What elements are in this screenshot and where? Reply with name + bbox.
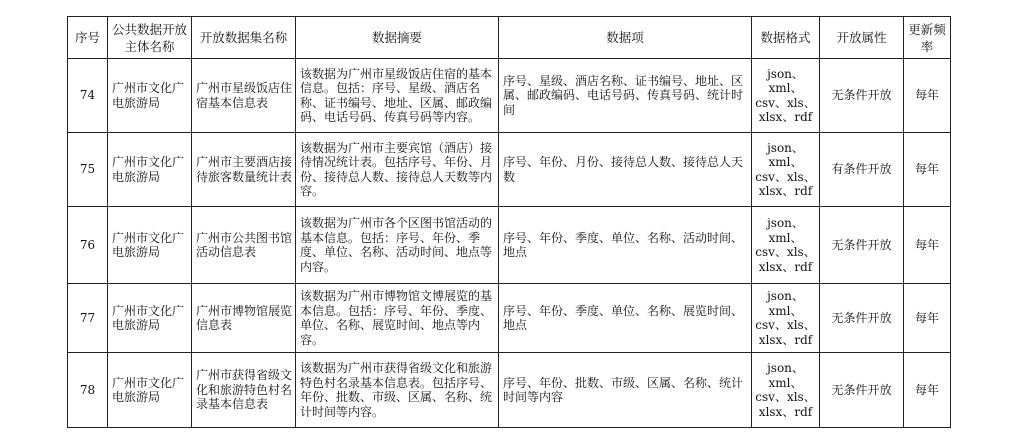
table-row xyxy=(68,284,951,353)
open-data-catalog-table xyxy=(67,16,951,428)
row-open-type: 无条件开放 xyxy=(820,59,904,133)
row-summary: 该数据为广州市各个区图书馆活动的基本信息。包括：序号、年份、季度、单位、名称、活动时间、地点等内容。 xyxy=(296,207,499,284)
header-format: 数据格式 xyxy=(752,17,820,59)
row-publisher: 广州市文化广电旅游局 xyxy=(108,353,192,428)
header-row xyxy=(68,17,951,59)
row-dataset-name: 广州市获得省级文化和旅游特色村名录基本信息表 xyxy=(192,353,296,428)
row-summary: 该数据为广州市主要宾馆（酒店）接待情况统计表。包括序号、年份、月份、接待总人数、接待总人天数等内容。 xyxy=(296,133,499,207)
row-summary: 该数据为广州市获得省级文化和旅游特色村名录基本信息表。包括序号、年份、批数、市级、区属、名称、统计时间等内容。 xyxy=(296,353,499,428)
row-publisher: 广州市文化广电旅游局 xyxy=(108,284,192,353)
row-format xyxy=(752,59,820,133)
header-frequency: 更新频率 xyxy=(904,17,951,59)
format-line: csv、xls、 xyxy=(755,390,816,404)
format-line: csv、xls、 xyxy=(755,169,816,184)
table-row xyxy=(68,207,951,284)
format-line: xlsx、rdf xyxy=(758,332,813,347)
header-index: 序号 xyxy=(68,17,108,59)
table-row xyxy=(68,59,951,133)
format-line: json、xml、 xyxy=(767,216,804,245)
row-index: 78 xyxy=(68,353,108,428)
header-open-type: 开放属性 xyxy=(820,17,904,59)
row-fields: 序号、年份、月份、接待总人数、接待总人天数 xyxy=(499,133,752,207)
format-line: xlsx、rdf xyxy=(758,404,813,419)
row-format xyxy=(752,284,820,353)
format-line: xlsx、rdf xyxy=(758,259,813,274)
row-format xyxy=(752,353,820,428)
row-frequency: 每年 xyxy=(904,207,951,284)
format-line: csv、xls、 xyxy=(755,245,816,259)
row-fields: 序号、年份、批数、市级、区属、名称、统计时间等内容 xyxy=(499,353,752,428)
format-line: json、xml、 xyxy=(767,289,804,318)
table-row xyxy=(68,133,951,207)
row-frequency: 每年 xyxy=(904,133,951,207)
row-frequency: 每年 xyxy=(904,284,951,353)
row-fields: 序号、年份、季度、单位、名称、活动时间、地点 xyxy=(499,207,752,284)
row-format xyxy=(752,207,820,284)
row-dataset-name: 广州市公共图书馆活动信息表 xyxy=(192,207,296,284)
format-line: json、xml、 xyxy=(767,140,804,169)
row-frequency: 每年 xyxy=(904,353,951,428)
header-summary: 数据摘要 xyxy=(296,17,499,59)
format-line: csv、xls、 xyxy=(755,318,816,332)
row-open-type: 无条件开放 xyxy=(820,353,904,428)
row-open-type: 无条件开放 xyxy=(820,284,904,353)
row-fields: 序号、星级、酒店名称、证书编号、地址、区属、邮政编码、电话号码、传真号码、统计时间 xyxy=(499,59,752,133)
format-line: csv、xls、 xyxy=(755,95,816,110)
row-index: 76 xyxy=(68,207,108,284)
row-format xyxy=(752,133,820,207)
row-open-type: 有条件开放 xyxy=(820,133,904,207)
row-publisher: 广州市文化广电旅游局 xyxy=(108,59,192,133)
row-dataset-name: 广州市星级饭店住宿基本信息表 xyxy=(192,59,296,133)
header-fields: 数据项 xyxy=(499,17,752,59)
format-line: xlsx、rdf xyxy=(758,110,813,124)
row-fields: 序号、年份、季度、单位、名称、展览时间、地点 xyxy=(499,284,752,353)
format-line: json、xml、 xyxy=(767,361,804,390)
row-publisher: 广州市文化广电旅游局 xyxy=(108,207,192,284)
row-dataset-name: 广州市博物馆展览信息表 xyxy=(192,284,296,353)
header-dataset-name: 开放数据集名称 xyxy=(192,17,296,59)
row-frequency: 每年 xyxy=(904,59,951,133)
row-index: 75 xyxy=(68,133,108,207)
format-line: json、xml、 xyxy=(767,66,804,95)
format-line: xlsx、rdf xyxy=(758,184,813,198)
row-summary: 该数据为广州市博物馆文博展览的基本信息。包括：序号、年份、季度、单位、名称、展览时间、地点等内容。 xyxy=(296,284,499,353)
row-index: 77 xyxy=(68,284,108,353)
row-open-type: 无条件开放 xyxy=(820,207,904,284)
row-index: 74 xyxy=(68,59,108,133)
row-dataset-name: 广州市主要酒店接待旅客数量统计表 xyxy=(192,133,296,207)
row-publisher: 广州市文化广电旅游局 xyxy=(108,133,192,207)
row-summary: 该数据为广州市星级饭店住宿的基本信息。包括：序号、星级、酒店名称、证书编号、地址、区属、邮政编码、电话号码、传真号码等内容。 xyxy=(296,59,499,133)
header-publisher: 公共数据开放主体名称 xyxy=(108,17,192,59)
table-row xyxy=(68,353,951,428)
